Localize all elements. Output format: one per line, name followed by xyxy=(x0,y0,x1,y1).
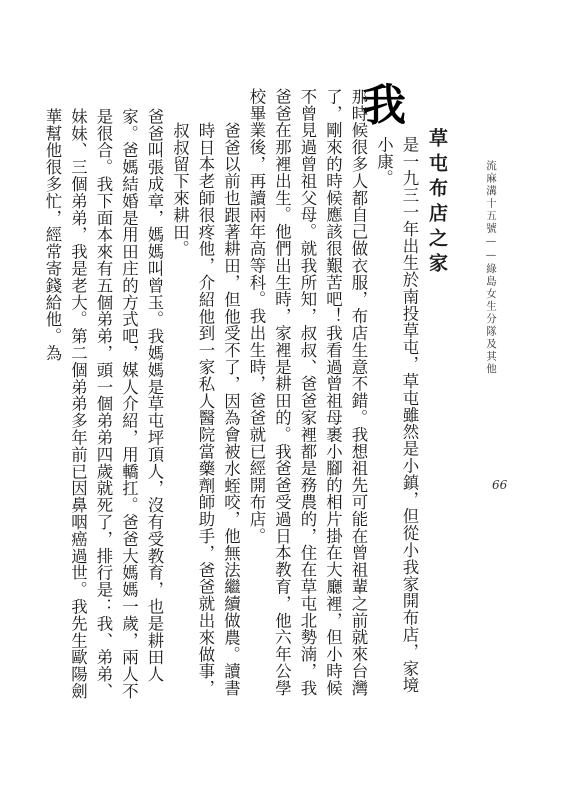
paragraph-1: 是一九三一年出生於南投草屯，草屯雖然是小鎮，但從小我家開布店，家境小康。 xyxy=(374,136,419,694)
paragraph-3: 爸爸以前也跟著耕田，但他受不了，因為會被水蛭咬，他無法繼續做農。讀書時日本老師很疼他，介紹他到一家私人醫院當藥劑師助手，爸爸就出來做事，叔叔留下來耕田。 xyxy=(170,122,241,697)
running-head: 流麻溝十五號——綠島女生分隊及其他 xyxy=(485,160,497,376)
drop-cap: 我 xyxy=(362,80,406,131)
paragraph-4: 爸爸叫張成章，媽媽叫曾玉。我媽媽是草屯坪頂人，沒有受教育，也是耕田人家。爸媽結婚是用田庄的方式吧，媒人介紹，用轎扛。爸爸大媽媽一歲，兩人不是很合。我下面本來有五個弟弟，頭一個弟弟四歲就死了，排行是：我、弟弟、妹妹、三個弟弟，我是老大。第二個弟弟多年前已因鼻咽癌過世。我先生歐陽劍華幫他很多忙，經常寄錢給他。為 xyxy=(43,108,164,700)
paragraph-2: 那時候很多人都自己做衣服，布店生意不錯。我想祖先可能在曾祖輩之前就來台灣了，剛來的時候應該很艱苦吧！我看過曾祖母裹小腳的相片掛在大廳裡，但小時候不曾見過曾祖父母。就我所知，叔叔、爸爸家裡都是務農的，住在草屯北勢湳，我爸爸在那裡出生。他們出生時，家裡是耕田的。我爸爸受過日本教育，他六年公學校畢業後，再讀兩年高等科。我出生時，爸爸就已經開布店。 xyxy=(247,88,368,697)
body-text xyxy=(43,88,422,700)
chapter-title: 草屯布店之家 xyxy=(426,128,448,278)
page-number: 66 xyxy=(492,478,508,492)
